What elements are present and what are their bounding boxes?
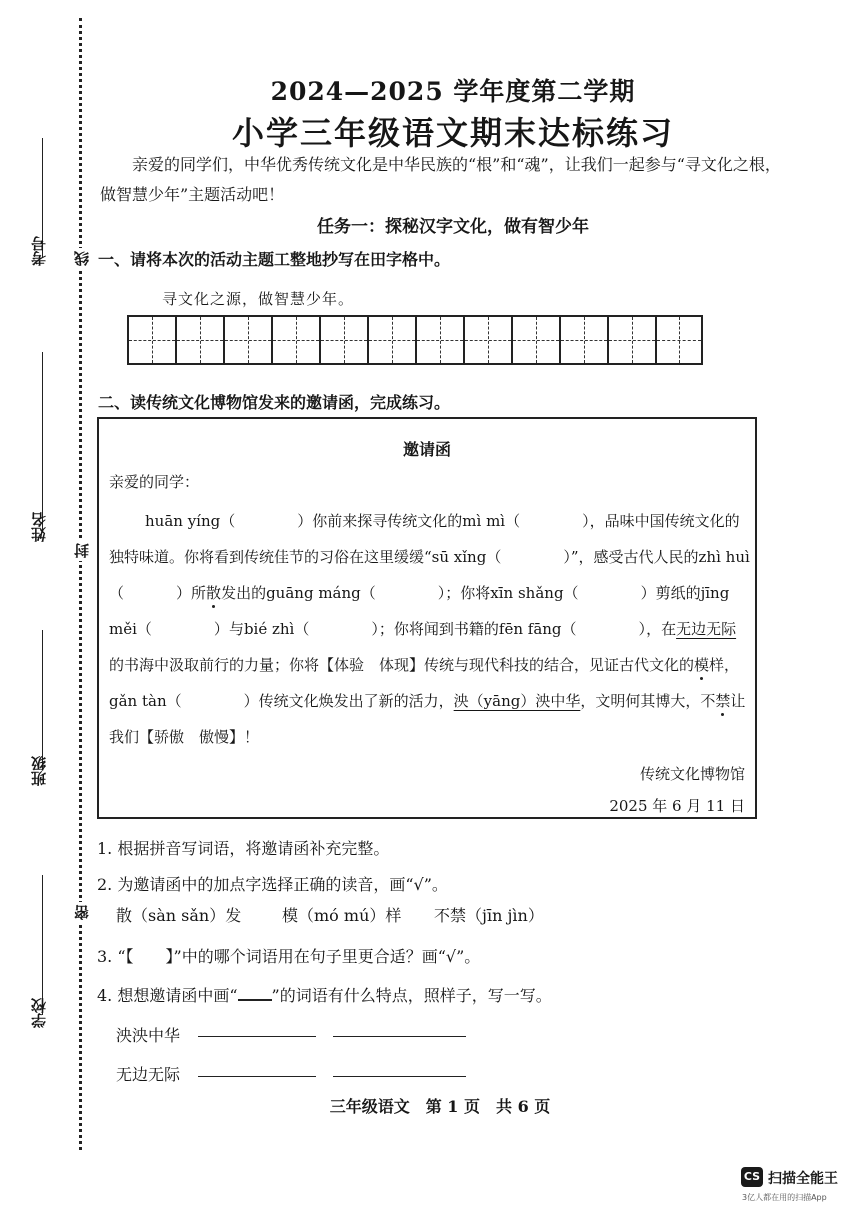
dotted-char-jin: 禁 <box>715 692 731 710</box>
invitation-date: 2025 年 6 月 11 日 <box>609 797 745 815</box>
invitation-text: 让我们【骄傲 傲慢】！ <box>109 692 746 746</box>
binding-char-xian: 线 <box>71 248 92 269</box>
invitation-text: ”，感受古代人民的 <box>570 548 699 566</box>
pinyin-prompt: sū xǐng <box>431 548 487 566</box>
write-line[interactable] <box>333 1076 466 1077</box>
camscanner-logo-icon: CS <box>741 1167 763 1187</box>
tianzige-grid[interactable] <box>127 315 703 365</box>
name-line <box>42 352 43 532</box>
pinyin-prompt: huān yíng <box>145 512 221 530</box>
camscanner-tagline: 3亿人都在用的扫描App <box>742 1193 827 1202</box>
invitation-signature: 传统文化博物馆 <box>639 765 745 783</box>
intro-paragraph: 亲爱的同学们，中华优秀传统文化是中华民族的“根”和“魂”，让我们一起参与“寻文化之根，做智慧少年”主题活动吧！ <box>100 155 781 204</box>
grid-cell[interactable] <box>511 315 559 365</box>
question-4 <box>97 983 552 1006</box>
class-label: 班级 <box>30 756 48 786</box>
invitation-box <box>97 417 757 819</box>
exam-number-label: 考号 <box>30 236 48 266</box>
dotted-char-mo: 模 <box>694 656 710 674</box>
question-4-text: ”的词语有什么特点，照样子，写一写。 <box>271 986 552 1005</box>
invitation-text: ；你将闻到书籍的 <box>378 620 499 638</box>
pinyin-prompt: zhì huì <box>698 548 750 566</box>
binding-char-feng: 封 <box>71 540 92 561</box>
invitation-greeting: 亲爱的同学： <box>109 473 200 491</box>
grid-cell[interactable] <box>319 315 367 365</box>
invitation-text: ，品味中国传统文化的独特味道。你将看到传统佳节的习俗在这里缓缓“ <box>109 512 740 566</box>
pinyin-prompt: jīng měi <box>109 584 730 638</box>
name-label: 姓名 <box>30 512 48 542</box>
underlined-word-wubianwuji: 无边无际 <box>676 620 737 638</box>
write-line[interactable] <box>198 1036 316 1037</box>
dotted-char-san: 散 <box>206 584 222 602</box>
question-4-text: 4. 想想邀请函中画“ <box>97 986 238 1005</box>
camscanner-name: 扫描全能王 <box>768 1171 838 1187</box>
example-word-2: 无边无际 <box>116 1065 181 1084</box>
pinyin-prompt: bié zhì <box>243 620 295 638</box>
pinyin-prompt: mì mì <box>462 512 506 530</box>
underlined-word-yangyang: 泱（yāng）泱中华 <box>453 692 581 710</box>
invitation-text: 所 <box>191 584 207 602</box>
copy-sentence: 寻文化之源，做智慧少年。 <box>162 290 355 308</box>
invitation-text: 你前来探寻传统文化的 <box>312 512 463 530</box>
write-line[interactable] <box>198 1076 316 1077</box>
invitation-text: 样， <box>709 656 740 674</box>
section1-heading: 一、请将本次的活动主题工整地抄写在田字格中。 <box>98 250 451 269</box>
binding-char-mi: 密 <box>71 902 92 923</box>
q2-option-san[interactable]: 散（sàn sǎn）发 <box>116 906 242 925</box>
invitation-text: ；你将 <box>445 584 491 602</box>
question-1: 1. 根据拼音写词语，将邀请函补充完整。 <box>97 839 390 858</box>
grid-cell[interactable] <box>271 315 319 365</box>
invitation-text: 的书海中汲取前行的力量；你将【体验 体现】传统与现代科技的结合，见证古代文化的 <box>109 656 695 674</box>
grid-cell[interactable] <box>607 315 655 365</box>
grid-cell[interactable] <box>559 315 607 365</box>
invitation-title: 邀请函 <box>402 440 451 459</box>
grid-cell[interactable] <box>655 315 703 365</box>
binding-dotted-line <box>79 18 82 1150</box>
grid-cell[interactable] <box>367 315 415 365</box>
q2-option-jin[interactable]: 不禁（jīn jìn） <box>434 906 544 925</box>
task1-heading: 任务一：探秘汉字文化，做有智少年 <box>317 217 589 237</box>
pinyin-prompt: guāng máng <box>266 584 361 602</box>
invitation-body: huān yíng（ ）你前来探寻传统文化的mì mì（ ），品味中国传统文化的独特味道。你将看到传统佳节的习俗在这里缓缓“sū xǐng（ ）”，感受古代人民的zhì huì（ ）所散发出的guāng máng（ ）；你将xīn shǎng（ ）剪纸的jīng měi（ ）与bié zhì（ ）；你将闻到书籍的fēn fāng（ ），在无边无际的书海中汲取前行的力量；你将【体验 体现】传统与现代科技的结合，见证古代文化的模样，gǎn tàn（ ）传统文化焕发出了新的活力，泱（yāng）泱中华，文明何其博大，不禁让我们【骄傲 傲慢】！ <box>109 512 750 746</box>
invitation-text: ，在 <box>646 620 677 638</box>
invitation-text: 剪纸的 <box>655 584 701 602</box>
write-line[interactable] <box>333 1036 466 1037</box>
grid-cell[interactable] <box>223 315 271 365</box>
invitation-text: 与 <box>228 620 244 638</box>
question-3: 3. “【 】”中的哪个词语用在句子里更合适？画“√”。 <box>97 947 481 966</box>
section2-heading: 二、读传统文化博物馆发来的邀请函，完成练习。 <box>98 393 451 412</box>
school-line <box>42 875 43 1015</box>
grid-cell[interactable] <box>415 315 463 365</box>
grid-cell[interactable] <box>175 315 223 365</box>
grid-cell[interactable] <box>127 315 175 365</box>
invitation-text: 传统文化焕发出了新的活力， <box>258 692 454 710</box>
question-2: 2. 为邀请函中的加点字选择正确的读音，画“√”。 <box>97 875 448 894</box>
underline-sample <box>238 985 272 1001</box>
class-line <box>42 630 43 770</box>
example-word-1: 泱泱中华 <box>116 1026 181 1045</box>
grid-cell[interactable] <box>463 315 511 365</box>
invitation-text: ，文明何其博大，不 <box>580 692 716 710</box>
invitation-text: 发出的 <box>221 584 267 602</box>
pinyin-prompt: xīn shǎng <box>490 584 564 602</box>
semester-title: 2024—2025 学年度第二学期 <box>270 77 636 106</box>
pinyin-prompt: fēn fāng <box>498 620 562 638</box>
school-label: 学校 <box>30 998 48 1028</box>
exam-title: 小学三年级语文期末达标练习 <box>231 114 674 152</box>
page-footer: 三年级语文 第 1 页 共 6 页 <box>329 1097 551 1116</box>
q2-option-mo[interactable]: 模（mó mú）样 <box>282 906 402 925</box>
pinyin-prompt: gǎn tàn <box>109 692 167 710</box>
